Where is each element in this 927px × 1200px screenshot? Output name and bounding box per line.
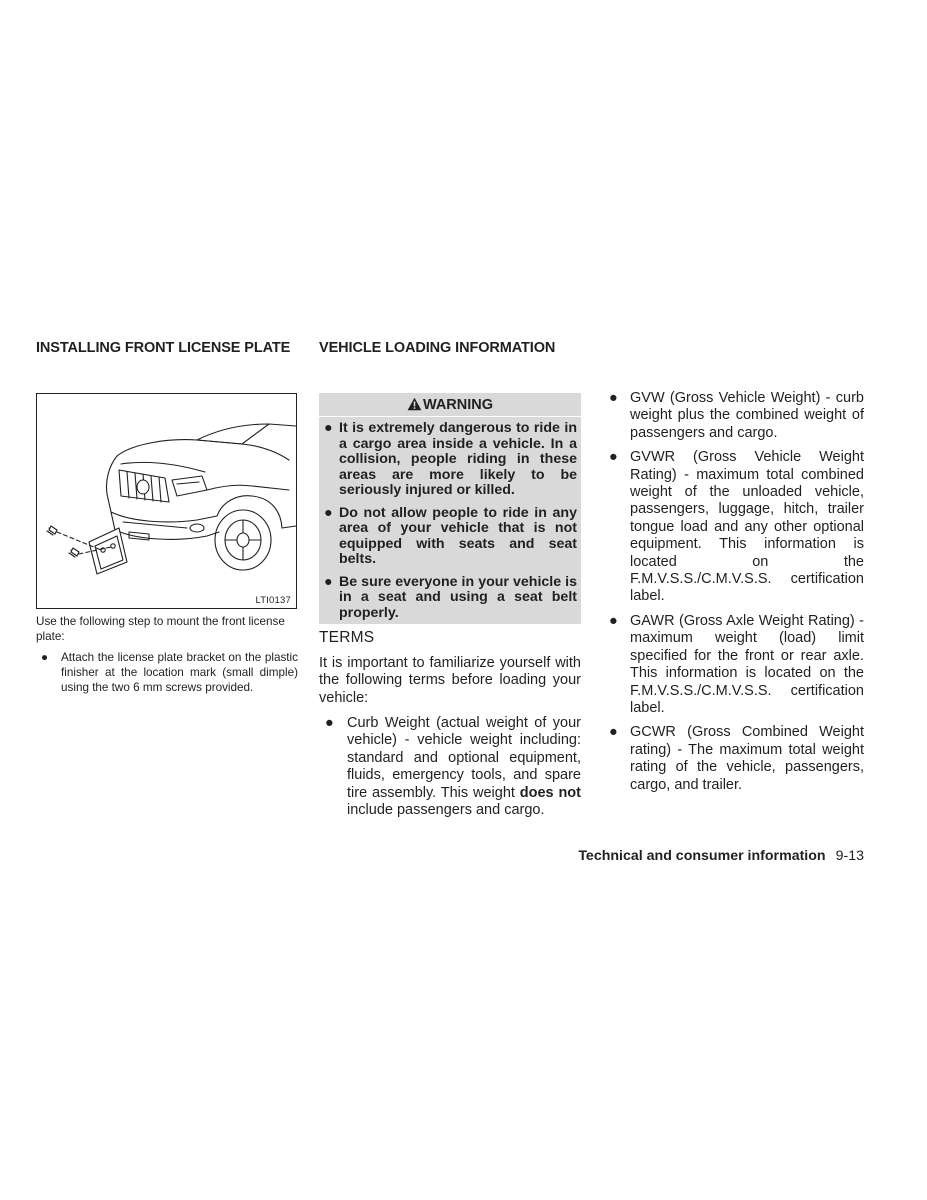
list-item [604,449,864,606]
warning-box [319,393,581,624]
bullet-icon: ● [609,390,618,406]
term-gcwr: GCWR (Gross Combined Weight rating) - The maximum total weight rating of the vehicle, passengers, cargo, and trailer. [630,724,864,793]
bullet-icon: ● [325,715,334,731]
terms-heading: TERMS [319,629,375,646]
bullet-icon: ● [324,573,333,590]
bullet-icon: ● [324,420,333,436]
warning-text: Do not allow people to ride in any area of your vehicle that is not equipped with seats and seat belts. [339,504,577,567]
warning-triangle-icon [407,395,422,419]
term-gvw: GVW (Gross Vehicle Weight) - curb weight plus the combined weight of passengers and cargo. [630,390,864,441]
list-item [323,575,577,622]
list-item [604,724,864,794]
section-heading-vehicle-loading: VEHICLE LOADING INFORMATION [319,340,556,356]
section-heading-license-plate: INSTALLING FRONT LICENSE PLATE [36,340,291,356]
bullet-icon: ● [609,612,618,629]
license-plate-steps [36,650,298,695]
license-plate-figure [36,393,297,609]
warning-text: Be sure everyone in your vehicle is in a seat and using a seat belt properly. [339,573,577,621]
curb-weight-text: Curb Weight (actual weight of your vehicle) - vehicle weight including: standard and optional equipment, fluids, emergency tools, and spare tire assembly. This weight does not include passengers and cargo. [347,715,581,819]
page-footer [578,848,864,864]
warning-title: WARNING [422,397,494,413]
list-item [604,390,864,442]
bullet-icon: ● [41,651,49,664]
terms-list-right [604,390,864,801]
figure-label: LTI0137 [255,595,291,606]
list-item [604,613,864,717]
step-text: Attach the license plate bracket on the plastic finisher at the location mark (small dimple) using the two 6 mm screws provided. [61,651,298,694]
list-item [323,421,577,499]
list-item [319,715,581,819]
bullet-icon: ● [324,504,333,521]
terms-list-middle [319,715,581,819]
bullet-icon: ● [609,449,618,466]
list-item [36,650,298,695]
page-number: 9-13 [835,848,864,864]
truck-illustration [37,394,296,608]
term-gvwr: GVWR (Gross Vehicle Weight Rating) - maximum total combined weight of the unloaded vehicle, passengers, luggage, hitch, trailer tongue load and any other optional equipment. This information is located on the F.M.V.S.S./C.M.V.S.S. certification label. [630,449,864,605]
warning-list [319,417,581,621]
footer-section-title: Technical and consumer information [578,848,826,864]
terms-intro: It is important to familiarize yourself with the following terms before loading your vehicle: [319,655,581,706]
list-item [323,506,577,568]
warning-header [319,393,581,417]
bullet-icon: ● [609,724,618,741]
license-plate-intro: Use the following step to mount the front license plate: [36,615,285,643]
warning-text: It is extremely dangerous to ride in a cargo area inside a vehicle. In a collision, people riding in these areas are more likely to be seriously injured or killed. [339,420,577,498]
term-gawr: GAWR (Gross Axle Weight Rating) - maximum weight (load) limit specified for the front or rear axle. This information is located on the F.M.V.S.S./C.M.V.S.S. certification label. [630,612,864,716]
